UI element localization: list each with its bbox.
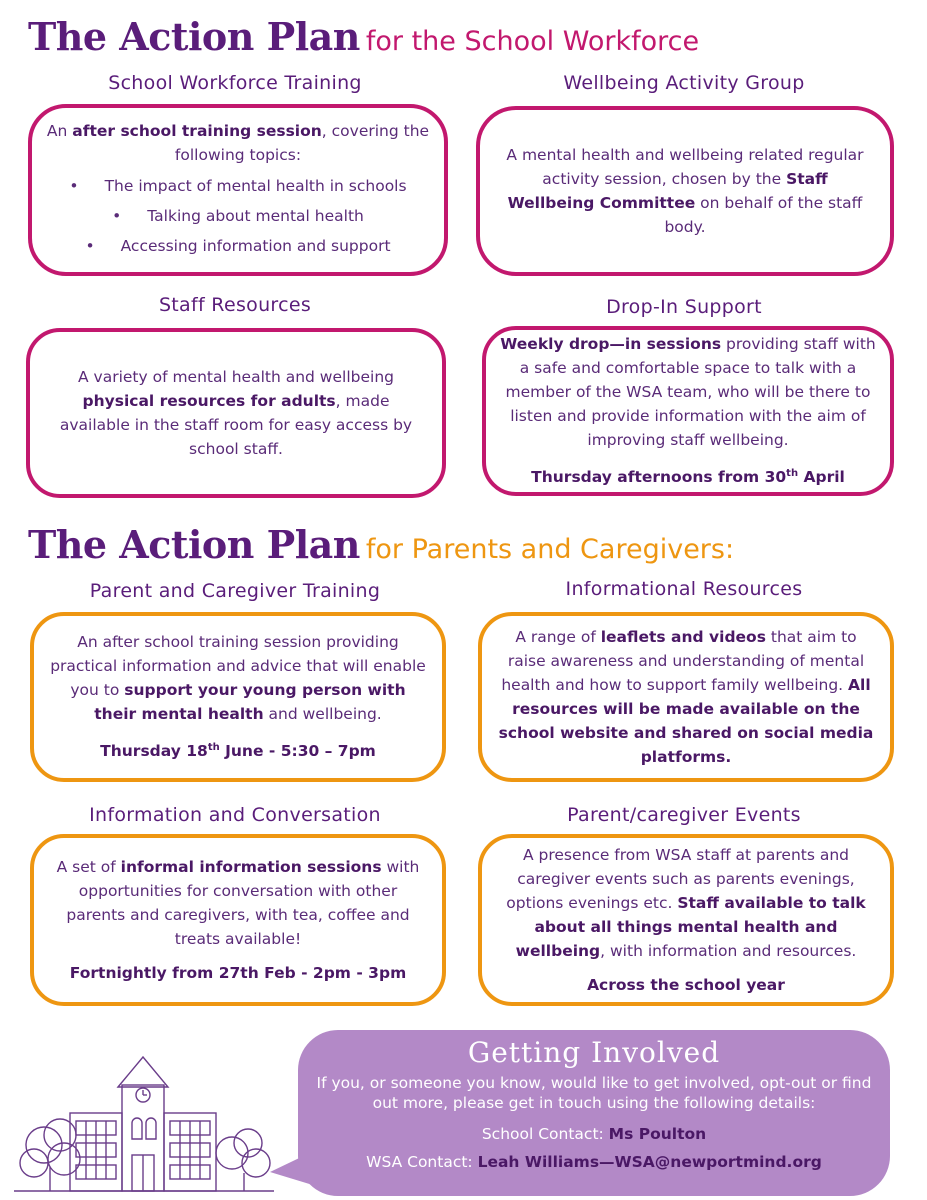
info-resources-card [478, 612, 894, 782]
dropin-support-date: Thursday afternoons from 30th April [531, 468, 845, 487]
info-resources-text: A range of leaflets and videos that aim to raise awareness and understanding of mental health and how to support family wellbeing. All resources will be made available on the school website and shared on social media platforms. [498, 628, 874, 766]
list-item: • Accessing information and support [69, 231, 406, 261]
getting-involved-panel [298, 1030, 890, 1196]
wsa-contact: WSA Contact: Leah Williams—WSA@newportmind.org [366, 1153, 822, 1171]
getting-involved-title: Getting Involved [467, 1036, 721, 1069]
parent-events-title: Parent/caregiver Events [567, 804, 801, 826]
parent-training-card [30, 612, 446, 782]
parent-training-date: Thursday 18th June - 5:30 – 7pm [100, 742, 376, 761]
school-building-illustration [14, 1055, 274, 1195]
workforce-training-text: An after school training session, covering the following topics: [46, 122, 430, 164]
section2-title: The Action Plan [28, 522, 360, 567]
staff-resources-title: Staff Resources [158, 294, 312, 316]
parent-events-date: Across the school year [587, 976, 785, 994]
wellbeing-group-card [476, 106, 894, 276]
list-item: • Talking about mental health [69, 201, 406, 231]
parent-events-text: A presence from WSA staff at parents and caregiver events such as parents evenings, options evenings etc. Staff available to talk about all things mental health and wellbeing, with information and resources. [506, 846, 866, 960]
wellbeing-group-text: A mental health and wellbeing related regular activity session, chosen by the Staff Wellbeing Committee on behalf of the staff body. [506, 146, 864, 236]
section1-subtitle: for the School Workforce [365, 26, 700, 57]
list-item: • The impact of mental health in schools [69, 171, 406, 201]
info-conversation-text: A set of informal information sessions with opportunities for conversation with other parents and caregivers, with tea, coffee and treats available! [56, 858, 420, 948]
school-contact: School Contact: Ms Poulton [481, 1125, 707, 1143]
workforce-training-title: School Workforce Training [108, 72, 362, 94]
parent-training-text: An after school training session providing practical information and advice that will enable you to support your young person with their mental health and wellbeing. [50, 633, 426, 724]
info-conversation-date: Fortnightly from 27th Feb - 2pm - 3pm [69, 964, 407, 982]
section1-title: The Action Plan [28, 14, 360, 59]
wellbeing-group-title: Wellbeing Activity Group [563, 72, 805, 94]
parent-training-title: Parent and Caregiver Training [89, 580, 381, 602]
workforce-training-topics [69, 171, 406, 261]
info-conversation-card [30, 834, 446, 1006]
workforce-training-card [28, 104, 448, 276]
staff-resources-text: A variety of mental health and wellbeing physical resources for adults, made available in the staff room for easy access by school staff. [59, 368, 413, 458]
info-conversation-title: Information and Conversation [89, 804, 381, 826]
parent-events-card [478, 834, 894, 1006]
section1-header [28, 14, 699, 59]
staff-resources-card [26, 328, 446, 498]
section2-header [28, 522, 734, 567]
section2-subtitle: for Parents and Caregivers: [365, 534, 735, 565]
getting-involved-text: If you, or someone you know, would like to get involved, opt-out or find out more, please get in touch using the following details: [316, 1074, 872, 1112]
dropin-support-title: Drop-In Support [606, 296, 762, 318]
dropin-support-card [482, 326, 894, 496]
dropin-support-text: Weekly drop—in sessions providing staff with a safe and comfortable space to talk with a member of the WSA team, who will be there to listen and provide information with the aim of improving staff wellbeing. [500, 335, 876, 450]
info-resources-title: Informational Resources [565, 578, 803, 600]
